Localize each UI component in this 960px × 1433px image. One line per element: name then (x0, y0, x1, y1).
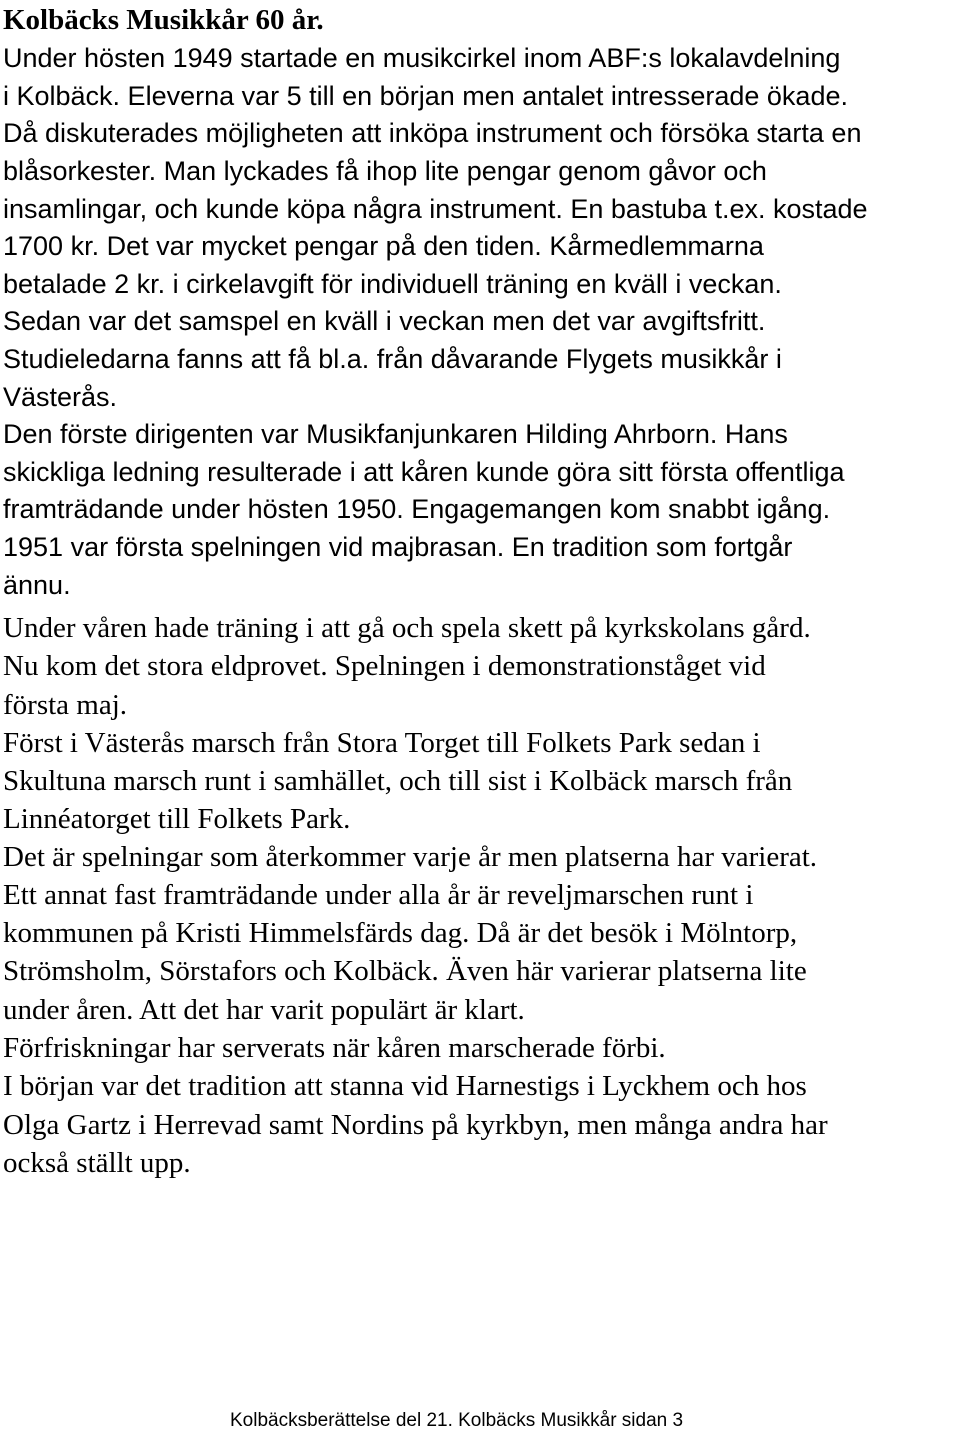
text-line: framträdande under hösten 1950. Engagemangen kom snabbt igång. (3, 494, 831, 524)
text-line: Då diskuterades möjligheten att inköpa instrument och försöka starta en (3, 118, 862, 148)
text-line: Först i Västerås marsch från Stora Torget till Folkets Park sedan i (3, 727, 761, 759)
text-line: Den förste dirigenten var Musikfanjunkaren Hilding Ahrborn. Hans (3, 419, 788, 449)
text-line: Sedan var det samspel en kväll i veckan men det var avgiftsfritt. (3, 306, 766, 336)
text-line: också ställt upp. (3, 1147, 191, 1179)
text-line: insamlingar, och kunde köpa några instrument. En bastuba t.ex. kostade (3, 194, 868, 224)
text-line: betalade 2 kr. i cirkelavgift för individuell träning en kväll i veckan. (3, 269, 782, 299)
text-line: under åren. Att det har varit populärt är klart. (3, 994, 525, 1026)
text-line: 1700 kr. Det var mycket pengar på den tiden. Kårmedlemmarna (3, 231, 764, 261)
text-line: skickliga ledning resulterade i att kåren kunde göra sitt första offentliga (3, 457, 845, 487)
text-line: i Kolbäck. Eleverna var 5 till en början men antalet intresserade ökade. (3, 81, 848, 111)
text-line: kommunen på Kristi Himmelsfärds dag. Då är det besök i Mölntorp, (3, 917, 798, 949)
text-line: Västerås. (3, 382, 118, 412)
document-title: Kolbäcks Musikkår 60 år. (3, 4, 324, 36)
text-line: blåsorkester. Man lyckades få ihop lite pengar genom gåvor och (3, 156, 767, 186)
text-line: I början var det tradition att stanna vid Harnestigs i Lyckhem och hos (3, 1070, 807, 1102)
page-footer: Kolbäcksberättelse del 21. Kolbäcks Musikkår sidan 3 (230, 1410, 684, 1431)
text-line: Strömsholm, Sörstafors och Kolbäck. Även här varierar platserna lite (3, 955, 807, 987)
text-line: Nu kom det stora eldprovet. Spelningen i demonstrationståget vid (3, 650, 766, 682)
text-line: Förfriskningar har serverats när kåren marscherade förbi. (3, 1032, 666, 1064)
text-line: Studieledarna fanns att få bl.a. från dåvarande Flygets musikkår i (3, 344, 782, 374)
text-line: Ett annat fast framträdande under alla år är reveljmarschen runt i (3, 879, 754, 911)
text-line: Skultuna marsch runt i samhället, och till sist i Kolbäck marsch från (3, 765, 793, 797)
text-line: Under hösten 1949 startade en musikcirkel inom ABF:s lokalavdelning (3, 43, 841, 73)
text-line: Under våren hade träning i att gå och spela skett på kyrkskolans gård. (3, 612, 811, 644)
text-line: Linnéatorget till Folkets Park. (3, 803, 351, 835)
text-line: Olga Gartz i Herrevad samt Nordins på kyrkbyn, men många andra har (3, 1109, 828, 1141)
text-line: 1951 var första spelningen vid majbrasan. En tradition som fortgår (3, 532, 793, 562)
text-line: ännu. (3, 570, 71, 600)
text-line: Det är spelningar som återkommer varje år men platserna har varierat. (3, 841, 818, 873)
text-line: första maj. (3, 689, 128, 721)
